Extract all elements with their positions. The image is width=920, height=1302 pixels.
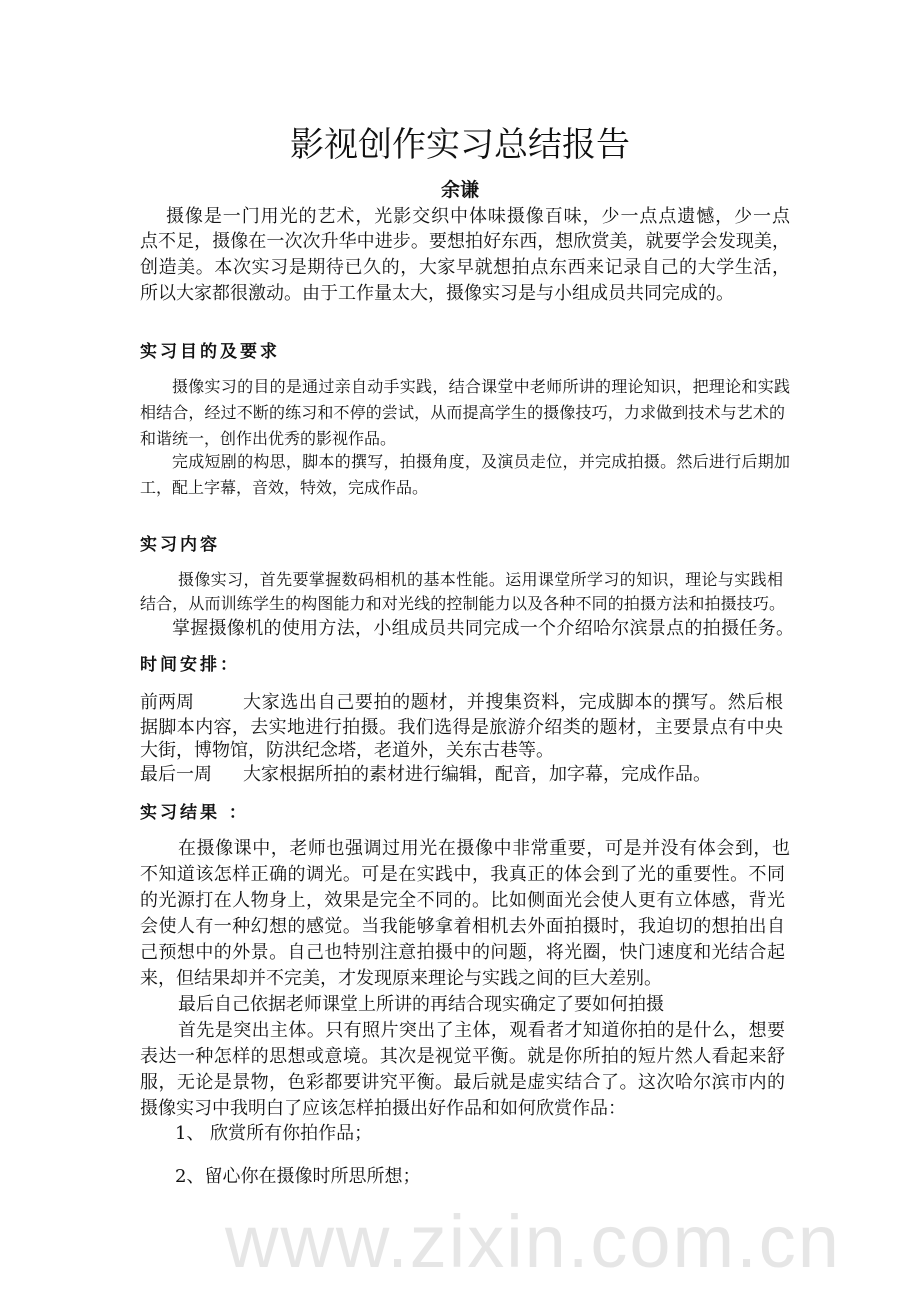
paragraph-line: 相结合，经过不断的练习和不停的尝试，从而提高学生的摄像技巧，力求做到技术与艺术的 — [140, 403, 785, 422]
section-heading-results: 实习结果 ： — [140, 803, 249, 823]
schedule-line: 大街，博物馆，防洪纪念塔，老道外，关东古巷等。 — [140, 740, 554, 761]
document-title: 影视创作实习总结报告 — [290, 125, 630, 165]
schedule-line: 据脚本内容，去实地进行拍摄。我们选得是旅游介绍类的题材，主要景点有中央 — [140, 717, 783, 738]
schedule-line: 大家根据所拍的素材进行编辑，配音，加字幕，完成作品。 — [243, 764, 711, 785]
schedule-label: 前两周 — [140, 692, 194, 713]
paragraph-line: 服，无论是景物，色彩都要讲究平衡。最后就是虚实结合了。这次哈尔滨市内的 — [140, 1072, 785, 1093]
paragraph-line: 己预想中的外景。自己也特别注意拍摄中的问题，将光圈，快门速度和光结合起 — [140, 942, 785, 963]
paragraph-line: 不知道该怎样正确的调光。可是在实践中，我真正的体会到了光的重要性。不同 — [140, 864, 785, 885]
paragraph-line: 的光源打在人物身上，效果是完全不同的。比如侧面光会使人更有立体感，背光 — [140, 890, 785, 911]
list-item: 2、留心你在摄像时所思所想； — [175, 1166, 421, 1187]
paragraph-line: 首先是突出主体。只有照片突出了主体，观看者才知道你拍的是什么，想要 — [178, 1020, 785, 1041]
paragraph-line: 完成短剧的构思，脚本的撰写，拍摄角度，及演员走位，并完成拍摄。然后进行后期加 — [172, 452, 790, 471]
paragraph-line: 结合，从而训练学生的构图能力和对光线的控制能力以及各种不同的拍摄方法和拍摄技巧。 — [140, 594, 785, 613]
paragraph-line: 掌握摄像机的使用方法，小组成员共同完成一个介绍哈尔滨景点的拍摄任务。 — [172, 618, 794, 639]
paragraph-line: 最后自己依据老师课堂上所讲的再结合现实确定了要如何拍摄 — [178, 994, 664, 1015]
section-heading-schedule: 时间安排： — [140, 655, 240, 675]
paragraph-line: 摄像实习中我明白了应该怎样拍摄出好作品和如何欣赏作品： — [140, 1098, 626, 1119]
paragraph-line: 会使人有一种幻想的感觉。当我能够拿着相机去外面拍摄时，我迫切的想拍出自 — [140, 916, 785, 937]
watermark: www.zixin.com.cn — [225, 1200, 841, 1283]
author-name: 余谦 — [440, 179, 479, 201]
schedule-line: 大家选出自己要拍的题材，并搜集资料，完成脚本的撰写。然后根 — [243, 692, 783, 713]
paragraph-line: 在摄像课中，老师也强调过用光在摄像中非常重要，可是并没有体会到，也 — [178, 838, 790, 859]
paragraph-line: 和谐统一，创作出优秀的影视作品。 — [140, 429, 397, 448]
paragraph-line: 摄像实习的目的是通过亲自动手实践，结合课堂中老师所讲的理论知识，把理论和实践 — [172, 377, 790, 396]
paragraph-line: 来，但结果却并不完美，才发现原来理论与实践之间的巨大差别。 — [140, 968, 662, 989]
intro-line: 所以大家都很激动。由于工作量太大，摄像实习是与小组成员共同完成的。 — [140, 283, 734, 304]
paragraph-line: 表达一种怎样的思想或意境。其次是视觉平衡。就是你所拍的短片然人看起来舒 — [140, 1046, 785, 1067]
section-heading-content: 实习内容 — [140, 535, 220, 555]
schedule-label: 最后一周 — [140, 764, 212, 785]
intro-line: 摄像是一门用光的艺术，光影交织中体味摄像百味，少一点点遗憾，少一点 — [166, 206, 790, 227]
intro-line: 创造美。本次实习是期待已久的，大家早就想拍点东西来记录自己的大学生活， — [140, 257, 790, 278]
list-item: 1、 欣赏所有你拍作品； — [175, 1123, 373, 1144]
section-heading-purpose: 实习目的及要求 — [140, 342, 280, 362]
paragraph-line: 工，配上字幕，音效，特效，完成作品。 — [140, 478, 429, 497]
paragraph-line: 摄像实习，首先要掌握数码相机的基本性能。运用课堂所学习的知识，理论与实践相 — [178, 570, 783, 589]
intro-line: 点不足，摄像在一次次升华中进步。要想拍好东西，想欣赏美，就要学会发现美， — [140, 231, 790, 252]
